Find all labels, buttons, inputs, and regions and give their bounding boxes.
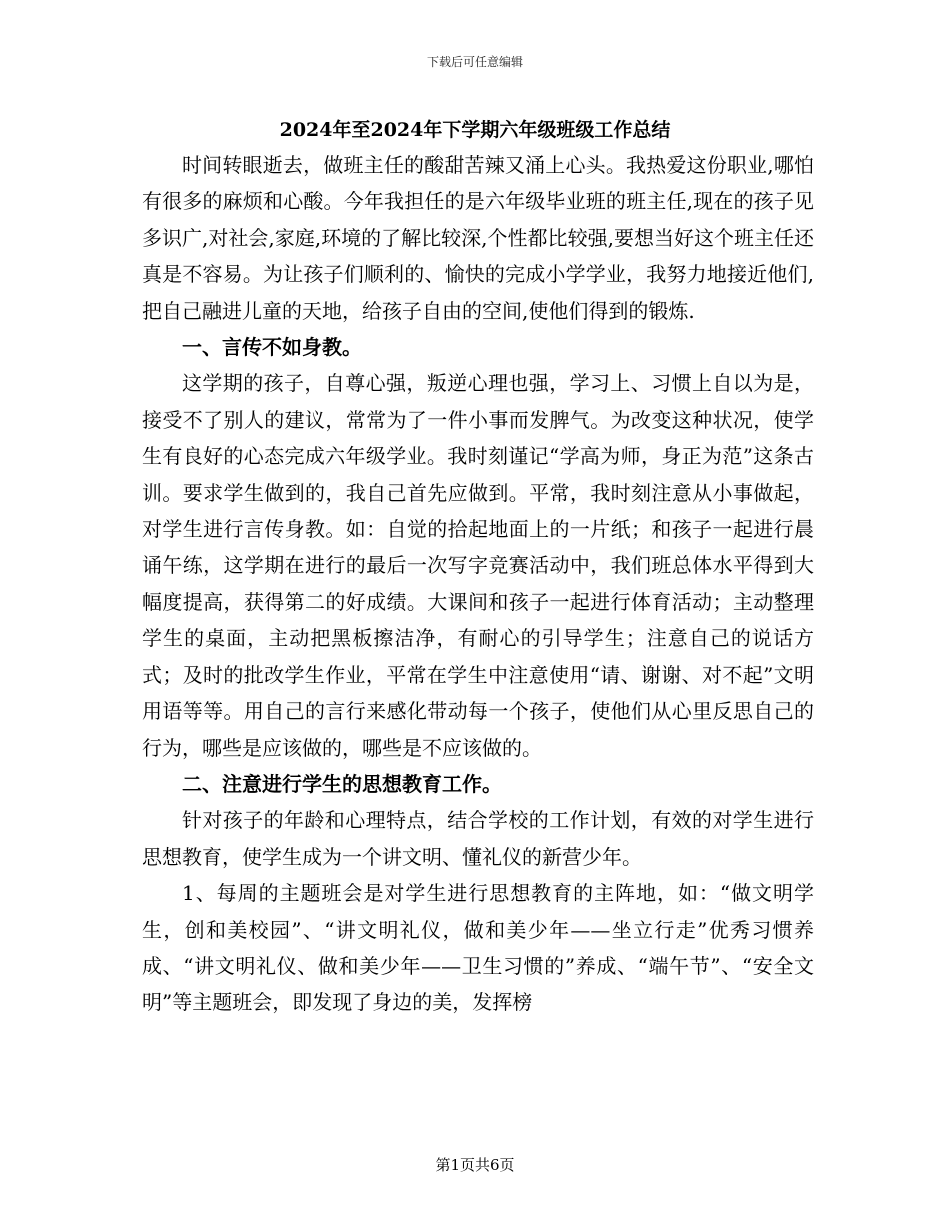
section-heading-1: 一、言传不如身教。 [182,335,362,360]
document-title: 2024年至2024年下学期六年级班级工作总结 [279,119,671,141]
section-2-paragraph: 针对孩子的年龄和心理特点，结合学校的工作计划，有效的对学生进行思想教育，使学生成为一个讲文明、懂礼仪的新营少年。 [142,808,814,869]
section-1-paragraph: 这学期的孩子，自尊心强，叛逆心理也强，学习上、习惯上自以为是，接受不了别人的建议，常常为了一件小事而发脾气。为改变这种状况，使学生有良好的心态完成六年级学业。我时刻谨记“学高为师，身正为范”这条古训。要求学生做到的，我自己首先应做到。平常，我时刻注意从小事做起，对学生进行言传身教。如：自觉的拾起地面上的一片纸；和孩子一起进行晨诵午练，这学期在进行的最后一次写字竞赛活动中，我们班总体水平得到大幅度提高，获得第二的好成绩。大课间和孩子一起进行体育活动；主动整理学生的桌面，主动把黑板擦洁净，有耐心的引导学生；注意自己的说话方式；及时的批改学生作业，平常在学生中注意使用“请、谢谢、对不起”文明用语等等。用自己的言行来感化带动每一个孩子，使他们从心里反思自己的行为，哪些是应该做的，哪些是不应该做的。 [142,371,814,760]
document-body [142,147,814,1021]
page-footer: 第1页共6页 [435,1156,515,1174]
section-heading-2: 二、注意进行学生的思想教育工作。 [182,771,502,796]
section-2-item-1-paragraph: 1、每周的主题班会是对学生进行思想教育的主阵地，如：“做文明学生，创和美校园”、“讲文明礼仪，做和美少年——坐立行走”优秀习惯养成、“讲文明礼仪、做和美少年——卫生习惯的”养成、“端午节”、“安全文明”等主题班会，即发现了身边的美，发挥榜 [142,881,814,1015]
page-header: 下载后可任意编辑 [426,55,523,69]
intro-paragraph: 时间转眼逝去，做班主任的酸甜苦辣又涌上心头。我热爱这份职业,哪怕有很多的麻烦和心酸。今年我担任的是六年级毕业班的班主任,现在的孩子见多识广,对社会,家庭,环境的了解比较深,个性都比较强,要想当好这个班主任还真是不容易。为让孩子们顺利的、愉快的完成小学学业，我努力地接近他们,把自己融进儿童的天地，给孩子自由的空间,使他们得到的锻炼. [142,153,814,323]
